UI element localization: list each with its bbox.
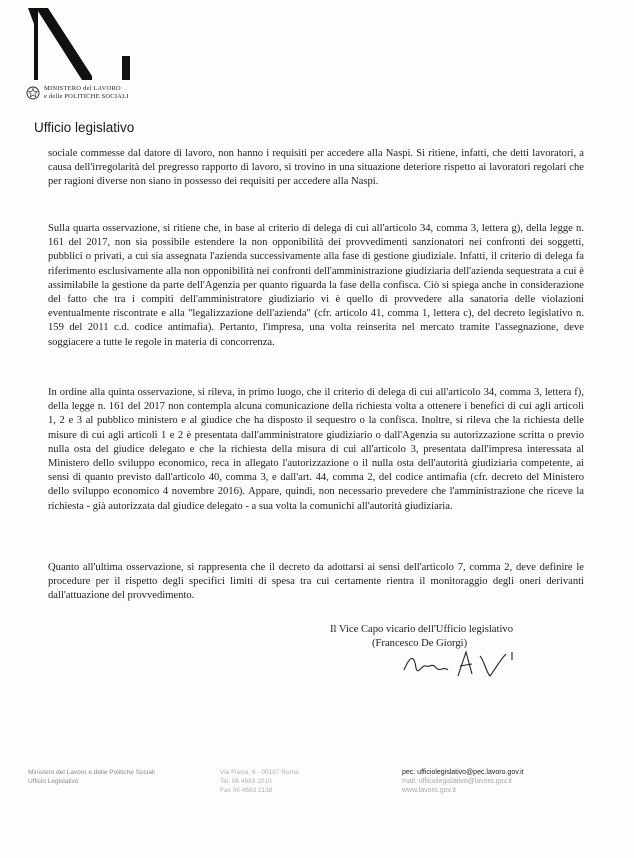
footer-left-line-2: Ufficio Legislativo (28, 778, 79, 785)
paragraph-1 (48, 147, 584, 190)
footer-mid-line-1: Via Flavia, 6 - 00187 Roma (220, 769, 299, 776)
paragraph-2 (48, 222, 584, 350)
paragraph-1-text: sociale commesse dal datore di lavoro, non hanno i requisiti per accedere alla Naspi. Si ritiene, infatti, che detti lavoratori, a causa dell'irregolarità del pregresso rapporto di lavoro, si trovino in una situazione deteriore rispetto ai lavoratori regolari che per ragioni diverse non siano in possesso dei requisiti per accedere alla Naspi. (48, 148, 584, 188)
handwritten-signature-icon (400, 646, 530, 682)
paragraph-3-text: In ordine alla quinta osservazione, si rileva, in primo luogo, che il criterio di delega di cui all'articolo 34, comma 3, lettera f), della legge n. 161 del 2017 non contempla alcuna comunicazione della richiesta volta a ottenere i benefici di cui agli articoli 1, 2 e 3 al pubblico ministero e al giudice che ha disposto il sequestro o la confisca. Inoltre, si rileva che la richiesta delle misure di cui agli articoli 1 e 2 è presentata dall'amministratore giudiziario o dall'Agenzia su autorizzazione scritta o previo nulla osta del giudice delegato e che la richiesta della misura di cui all'articolo 3, presentata dall'impresa interessata al Ministero dello sviluppo economico, reca in allegato l'autorizzazione o il nulla osta dell'autorità giudiziaria competente, ai sensi di quanto previsto dall'articolo 40, comma 3, e dall'art. 44, comma 2, del codice antimafia (cfr. decreto del Ministero dello sviluppo economico 4 novembre 2016). Appare, quindi, non necessario prevedere che l'amministrazione che riceve la richiesta - già autorizzata dal giudice delegato - a sua volta la comunichi all'autorità giudiziaria. (48, 387, 584, 512)
office-title: Ufficio legislativo (34, 120, 135, 135)
footer-right-line-2: mail: ufficiolegislativo@lavoro.gov.it (402, 778, 512, 785)
ministry-line-2: e delle POLITICHE SOCIALI (44, 92, 129, 100)
footer-left-line-1: Ministero del Lavoro e delle Politiche Sociali (28, 769, 155, 776)
footer-right (402, 768, 524, 795)
footer-mid-line-2: Tel. 06 4683 2010 (220, 778, 272, 785)
republic-emblem-icon (26, 86, 40, 100)
paragraph-3 (48, 386, 584, 514)
signatory-name: (Francesco De Giorgi) (372, 638, 468, 649)
signatory-title: Il Vice Capo vicario dell'Ufficio legislativo (330, 624, 513, 635)
ministry-name (44, 85, 129, 100)
footer-pec-email[interactable]: pec: ufficiolegislativo@pec.lavoro.gov.it (402, 769, 524, 776)
footer-mid-line-3: Fax 06 4683 2138 (220, 787, 273, 794)
ministry-line-1: MINISTERO del LAVORO (44, 85, 121, 92)
footer-left (28, 768, 155, 786)
ministry-logo-icon (26, 6, 146, 84)
footer-right-line-3: www.lavoro.gov.it (402, 787, 456, 794)
paragraph-4-text: Quanto all'ultima osservazione, si rappresenta che il decreto da adottarsi ai sensi dell'articolo 7, comma 2, deve definire le procedure per il rispetto degli specifici limiti di spesa tra cui certamente rientra il monitoraggio degli oneri derivanti dall'attuazione del provvedimento. (48, 562, 584, 602)
paragraph-4 (48, 561, 584, 604)
footer-middle (220, 768, 299, 795)
paragraph-2-text: Sulla quarta osservazione, si ritiene che, in base al criterio di delega di cui all'articolo 34, comma 3, lettera g), della legge n. 161 del 2017, non sia possibile estendere la non opponibilità dei provvedimenti sanzionatori nei confronti dei soggetti, pubblici o privati, a cui sia assegnata l'azienda successivamente alla fase di gestione giudiziale. Infatti, il criterio di delega fa riferimento esclusivamente alla non opponibilità nei confronti dell'amministrazione giudiziaria dell'azienda sequestrata a cui è assimilabile la gestione da parte dell'Agenzia per quanto riguarda la fase della confisca. Ciò si spiega anche in considerazione del fatto che tra i compiti dell'amministratore giudiziario vi è quello di provvedere alla sanatoria delle violazioni eventualmente riscontrate e alla "legalizzazione dell'azienda" (cfr. articolo 41, comma 1, lettera c), del decreto legislativo n. 159 del 2011 c.d. codice antimafia). Pertanto, l'impresa, una volta reinserita nel mercato tramite l'assegnazione, deve soggiacere a tutte le regole in materia di concorrenza. (48, 223, 584, 348)
